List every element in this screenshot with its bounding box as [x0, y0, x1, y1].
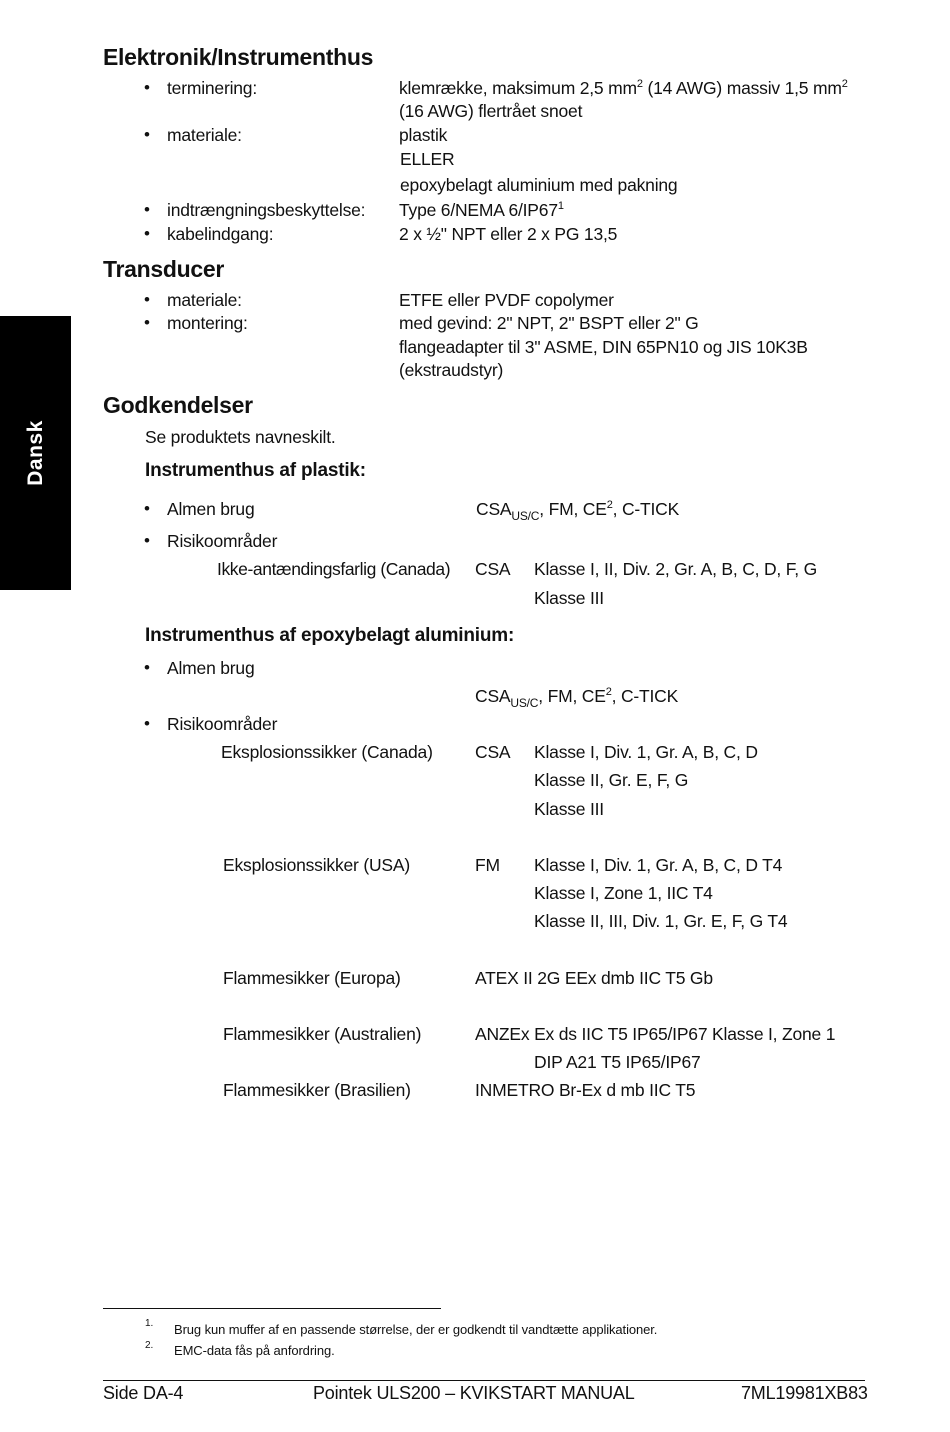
spec-value-terminering-line2: (16 AWG) flertrået snoet — [399, 101, 583, 121]
hazard-area-label: Flammesikker (Brasilien) — [223, 1080, 411, 1100]
bullet: • — [144, 499, 150, 518]
bullet: • — [144, 78, 150, 97]
side-tab-label: Dansk — [23, 420, 47, 486]
epoxy-risiko-label: Risikoområder — [167, 714, 278, 734]
hazard-certification: ATEX II 2G EEx dmb IIC T5 Gb — [475, 968, 713, 988]
hazard-class: Klasse I, II, Div. 2, Gr. A, B, C, D, F, G — [534, 559, 818, 579]
hazard-body: CSA — [475, 559, 511, 579]
language-side-tab — [0, 316, 71, 590]
section-heading-godkendelser: Godkendelser — [103, 392, 253, 418]
plastik-almen-approvals: $CSA_{US/C}$, FM, $CE^2$, C-TICK — [476, 499, 680, 523]
hazard-area-label: Ikke-antændingsfarlig (Canada) — [217, 559, 451, 579]
footer-manual-title: Pointek ULS200 – KVIKSTART MANUAL — [313, 1383, 635, 1403]
hazard-certification-line2: DIP A21 T5 IP65/IP67 — [534, 1052, 701, 1072]
bullet: • — [144, 714, 150, 733]
hazard-area-label: Eksplosionssikker (Canada) — [221, 742, 433, 762]
subheading-epoxy: Instrumenthus af epoxybelagt aluminium: — [145, 625, 515, 646]
hazard-area-label: Eksplosionssikker (USA) — [223, 855, 410, 875]
spec-value-montering-3: (ekstraudstyr) — [399, 360, 504, 380]
spec-value-transducer-materiale: ETFE eller PVDF copolymer — [399, 290, 614, 310]
hazard-class: Klasse III — [534, 588, 604, 608]
hazard-area-label: Flammesikker (Australien) — [223, 1024, 422, 1044]
spec-value-montering-2: flangeadapter til 3" ASME, DIN 65PN10 og JIS 10K3B — [399, 337, 808, 357]
hazard-certification: ANZEx Ex ds IIC T5 IP65/IP67 Klasse I, Zone 1 — [475, 1024, 836, 1044]
plastik-risiko-label: Risikoområder — [167, 531, 278, 551]
spec-label-terminering: terminering: — [167, 78, 257, 98]
footer-document-code: 7ML19981XB83 — [741, 1383, 868, 1403]
footer-rule — [103, 1380, 865, 1381]
spec-value-indtraengning: Type 6/NEMA $6/IP67^1$ — [399, 200, 564, 220]
spec-value-materiale-1: plastik — [399, 125, 448, 145]
hazard-class: Klasse III — [534, 799, 604, 819]
spec-label-indtraengning: indtrængningsbeskyttelse: — [167, 200, 366, 220]
plastik-almen-label: Almen brug — [167, 499, 255, 519]
subheading-plastik: Instrumenthus af plastik: — [145, 460, 366, 481]
godkendelser-note: Se produktets navneskilt. — [145, 427, 336, 447]
footnote-mark: 1. — [145, 1318, 154, 1329]
spec-value-montering-1: med gevind: 2" NPT, 2" BSPT eller 2" G — [399, 313, 699, 333]
section-heading-elektronik: Elektronik/Instrumenthus — [103, 44, 374, 70]
footnote-mark: 2. — [145, 1340, 154, 1351]
hazard-certification: INMETRO Br-Ex d mb IIC T5 — [475, 1080, 696, 1100]
bullet: • — [144, 125, 150, 144]
section-heading-transducer: Transducer — [103, 256, 224, 282]
hazard-body: FM — [475, 855, 500, 875]
bullet: • — [144, 658, 150, 677]
hazard-class: Klasse II, III, Div. 1, Gr. E, F, G T4 — [534, 911, 788, 931]
spec-label-montering: montering: — [167, 313, 248, 333]
footnote-text: Brug kun muffer af en passende størrelse, der er godkendt til vandtætte applikationer. — [174, 1322, 658, 1337]
footer-page-number: Side DA-4 — [103, 1383, 184, 1403]
hazard-class: Klasse I, Zone 1, IIC T4 — [534, 883, 713, 903]
spec-label-kabelindgang: kabelindgang: — [167, 224, 274, 244]
hazard-class: Klasse I, Div. 1, Gr. A, B, C, D T4 — [534, 855, 783, 875]
bullet: • — [144, 290, 150, 309]
spec-label-materiale: materiale: — [167, 125, 242, 145]
hazard-class: Klasse I, Div. 1, Gr. A, B, C, D — [534, 742, 758, 762]
bullet: • — [144, 531, 150, 550]
footnote-rule — [103, 1308, 441, 1309]
spec-value-kabelindgang: 2 x ½" NPT eller 2 x PG 13,5 — [399, 224, 618, 244]
bullet: • — [144, 224, 150, 243]
hazard-body: CSA — [475, 742, 511, 762]
epoxy-almen-approvals: $CSA_{US/C}$, FM, $CE^2$, C-TICK — [475, 686, 679, 710]
footnote-text: EMC-data fås på anfordring. — [174, 1343, 335, 1358]
hazard-area-label: Flammesikker (Europa) — [223, 968, 401, 988]
hazard-class: Klasse II, Gr. E, F, G — [534, 770, 689, 790]
bullet: • — [144, 313, 150, 332]
spec-value-materiale-2: ELLER — [400, 149, 455, 169]
bullet: • — [144, 200, 150, 219]
spec-value-materiale-3: epoxybelagt aluminium med pakning — [400, 175, 678, 195]
spec-label-transducer-materiale: materiale: — [167, 290, 242, 310]
epoxy-almen-label: Almen brug — [167, 658, 255, 678]
spec-value-terminering: klemrække, maksimum 2,5 $mm^2$ (14 AWG) massiv 1,5 $mm^2$ — [399, 78, 848, 98]
